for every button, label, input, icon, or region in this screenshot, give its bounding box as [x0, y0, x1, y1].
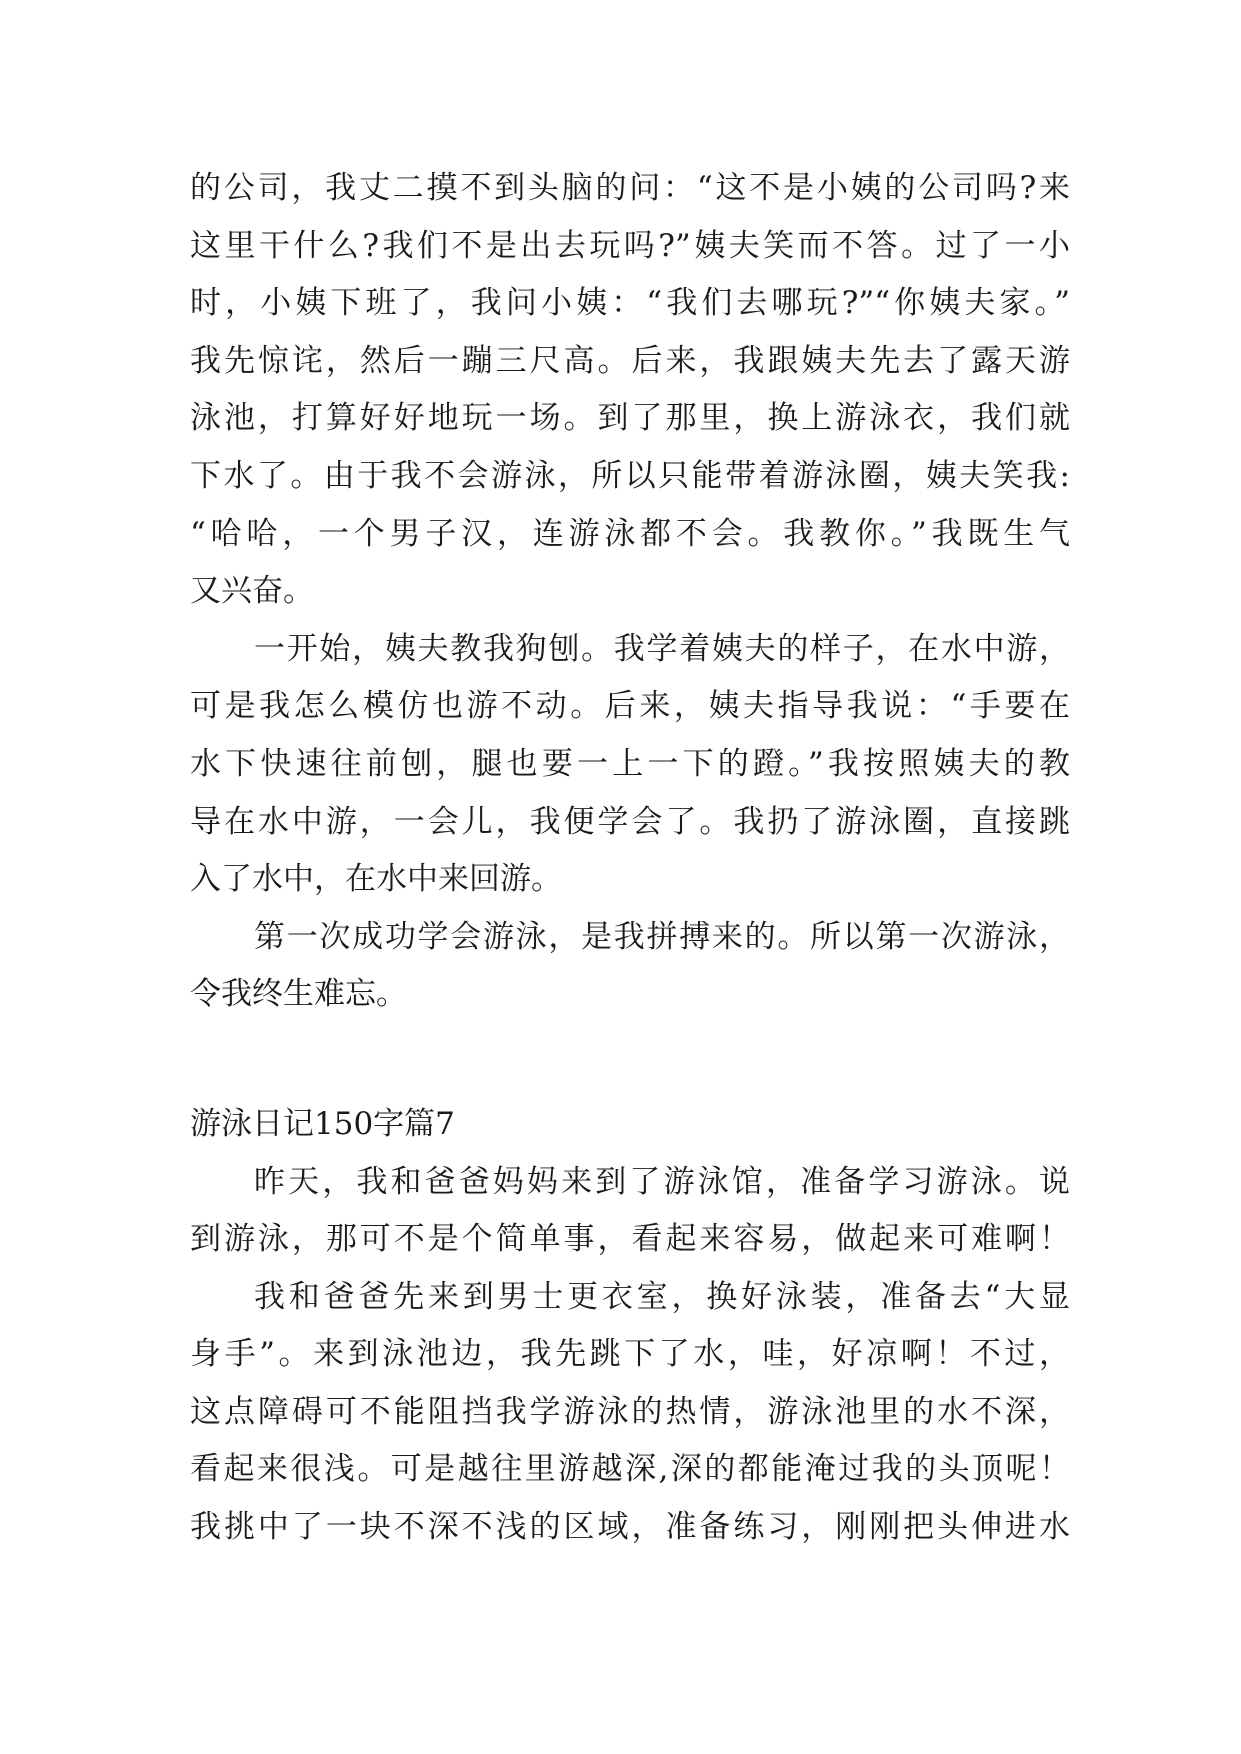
text-line: 昨天，我和爸爸妈妈来到了游泳馆，准备学习游泳。说: [254, 1163, 1070, 1200]
text-line: 我挑中了一块不深不浅的区域，准备练习，刚刚把头伸进水: [190, 1509, 1070, 1546]
text-line: 可是我怎么模仿也游不动。后来，姨夫指导我说：“手要在: [190, 688, 1070, 725]
text-line: 身手”。来到泳池边，我先跳下了水，哇，好凉啊！不过，: [190, 1336, 1070, 1373]
text-line: 时，小姨下班了，我问小姨：“我们去哪玩?”“你姨夫家。”: [190, 285, 1070, 322]
text-line: 令我终生难忘。: [190, 976, 407, 1013]
text-line: 第一次成功学会游泳，是我拼搏来的。所以第一次游泳，: [254, 918, 1070, 955]
text-line: 下水了。由于我不会游泳，所以只能带着游泳圈，姨夫笑我:: [190, 457, 1070, 494]
text-line: 又兴奋。: [190, 573, 314, 610]
paragraph-5: [190, 1269, 1070, 1557]
paragraph-3: [190, 909, 1070, 1024]
document-body: [190, 160, 1070, 1557]
text-line: 这点障碍可不能阻挡我学游泳的热情，游泳池里的水不深，: [190, 1393, 1070, 1430]
text-line: 我先惊诧，然后一蹦三尺高。后来，我跟姨夫先去了露天游: [190, 342, 1070, 379]
paragraph-2: [190, 621, 1070, 909]
text-line: 我和爸爸先来到男士更衣室，换好泳装，准备去“大显: [254, 1278, 1070, 1315]
text-line: 一开始，姨夫教我狗刨。我学着姨夫的样子，在水中游，: [254, 630, 1070, 667]
section-gap: [190, 1024, 1070, 1096]
text-line: 水下快速往前刨，腿也要一上一下的蹬。”我按照姨夫的教: [190, 745, 1070, 782]
text-line: 泳池，打算好好地玩一场。到了那里，换上游泳衣，我们就: [190, 400, 1070, 437]
paragraph-4: [190, 1154, 1070, 1269]
text-line: 入了水中，在水中来回游。: [190, 861, 562, 898]
paragraph-1: [190, 160, 1070, 621]
section-heading: 游泳日记150字篇7: [190, 1105, 455, 1142]
text-line: 这里干什么?我们不是出去玩吗?”姨夫笑而不答。过了一小: [190, 227, 1070, 264]
text-line: 的公司，我丈二摸不到头脑的问：“这不是小姨的公司吗?来: [190, 170, 1070, 206]
text-line: 到游泳，那可不是个简单事，看起来容易，做起来可难啊！: [190, 1221, 1070, 1258]
text-line: 看起来很浅。可是越往里游越深,深的都能淹过我的头顶呢！: [190, 1451, 1070, 1488]
text-line: 导在水中游，一会儿，我便学会了。我扔了游泳圈，直接跳: [190, 803, 1070, 840]
text-line: “哈哈，一个男子汉，连游泳都不会。我教你。”我既生气: [190, 515, 1070, 552]
